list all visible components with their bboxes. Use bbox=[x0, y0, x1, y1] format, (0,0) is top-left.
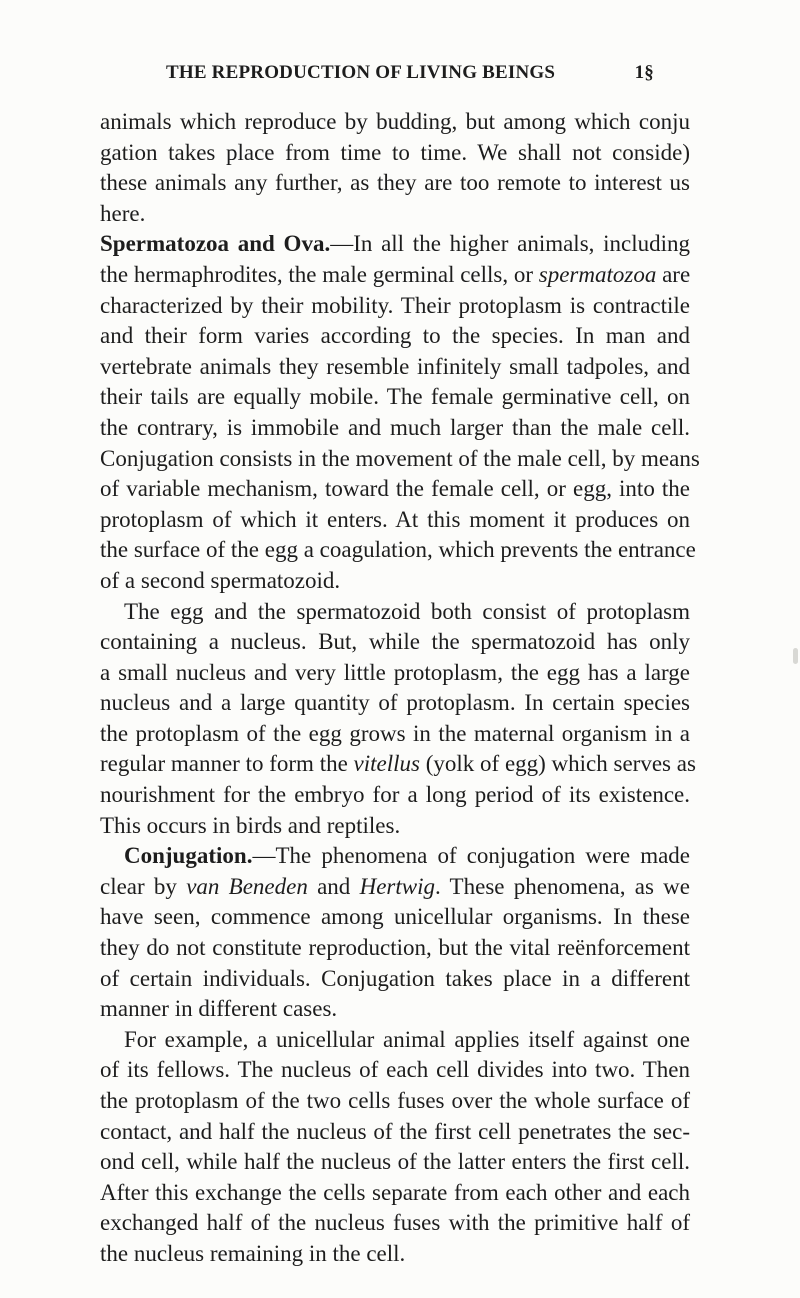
text-line: animals which reproduce by budding, but among which conju bbox=[100, 109, 690, 134]
text-line: gation takes place from time to time. We shall not conside) bbox=[100, 139, 690, 165]
body-text bbox=[100, 107, 700, 1270]
text-line: For example, a unicellular animal applies itself against one bbox=[124, 1026, 690, 1052]
text-line: clear by van Beneden and Hertwig. These phenomena, as we bbox=[100, 873, 690, 899]
section-heading: Spermatozoa and Ova. bbox=[100, 231, 331, 257]
italic-name: Hertwig bbox=[359, 873, 435, 899]
text-line: After this exchange the cells separate from each other and each bbox=[100, 1179, 690, 1205]
text-line: of variable mechanism, toward the female cell, or egg, into the bbox=[100, 476, 690, 502]
running-head bbox=[166, 62, 654, 84]
text-line: they do not constitute reproduction, but the vital reënforcement bbox=[100, 935, 690, 961]
text-line: their tails are equally mobile. The female germinative cell, on bbox=[100, 384, 690, 410]
running-title: THE REPRODUCTION OF LIVING BEINGS bbox=[166, 62, 556, 83]
text-line: the nucleus remaining in the cell. bbox=[100, 1240, 406, 1266]
text-line: contact, and half the nucleus of the first cell penetrates the sec- bbox=[100, 1118, 690, 1144]
text-line: Conjugation.—The phenomena of conjugation were made bbox=[124, 843, 690, 869]
text-line: ond cell, while half the nucleus of the latter enters the first cell. bbox=[100, 1149, 690, 1175]
text-line: these animals any further, as they are too remote to interest us bbox=[100, 170, 690, 196]
text-line: have seen, commence among unicellular organisms. In these bbox=[100, 904, 690, 930]
italic-term: spermatozoa bbox=[538, 261, 657, 287]
text-line: the contrary, is immobile and much larger than the male cell. bbox=[100, 414, 690, 440]
text-line: the protoplasm of the egg grows in the maternal organism in a bbox=[100, 720, 690, 746]
text-line: of certain individuals. Conjugation takes place in a different bbox=[100, 965, 690, 991]
text-line: the hermaphrodites, the male germinal cells, or spermatozoa are bbox=[100, 261, 691, 287]
text-line: This occurs in birds and reptiles. bbox=[100, 812, 401, 838]
text-line: here. bbox=[100, 200, 146, 226]
page-number: 1§ bbox=[634, 62, 654, 83]
text-line: vertebrate animals they resemble infinitely small tadpoles, and bbox=[100, 353, 690, 379]
text-line: containing a nucleus. But, while the spermatozoid has only bbox=[100, 629, 690, 655]
text-line: nucleus and a large quantity of protoplasm. In certain species bbox=[100, 690, 690, 716]
text-line: protoplasm of which it enters. At this moment it produces on bbox=[100, 506, 690, 532]
text-line: Conjugation consists in the movement of the male cell, by means bbox=[100, 445, 700, 471]
italic-name: van Beneden bbox=[186, 873, 308, 899]
text-line: exchanged half of the nucleus fuses with the primitive half of bbox=[100, 1210, 690, 1236]
text-line: the surface of the egg a coagulation, which prevents the entrance bbox=[100, 537, 696, 563]
text-line: manner in different cases. bbox=[100, 996, 338, 1022]
text-line: characterized by their mobility. Their protoplasm is contractile bbox=[100, 292, 690, 318]
italic-term: vitellus bbox=[353, 751, 420, 777]
text-line: Spermatozoa and Ova.—In all the higher animals, including bbox=[100, 231, 691, 257]
text-line: The egg and the spermatozoid both consist of protoplasm bbox=[124, 598, 690, 624]
text-line: of a second spermatozoid. bbox=[100, 567, 341, 593]
text-line: regular manner to form the vitellus (yolk of egg) which serves as bbox=[100, 751, 696, 777]
paper-speck bbox=[793, 648, 798, 664]
text-line: the protoplasm of the two cells fuses over the whole surface of bbox=[100, 1088, 690, 1113]
text-line: and their form varies according to the species. In man and bbox=[100, 323, 690, 349]
text-line: of its fellows. The nucleus of each cell divides into two. Then bbox=[100, 1057, 690, 1083]
section-heading: Conjugation. bbox=[124, 843, 253, 869]
text-line: a small nucleus and very little protoplasm, the egg has a large bbox=[100, 659, 690, 685]
text-line: nourishment for the embryo for a long period of its existence. bbox=[100, 782, 690, 808]
